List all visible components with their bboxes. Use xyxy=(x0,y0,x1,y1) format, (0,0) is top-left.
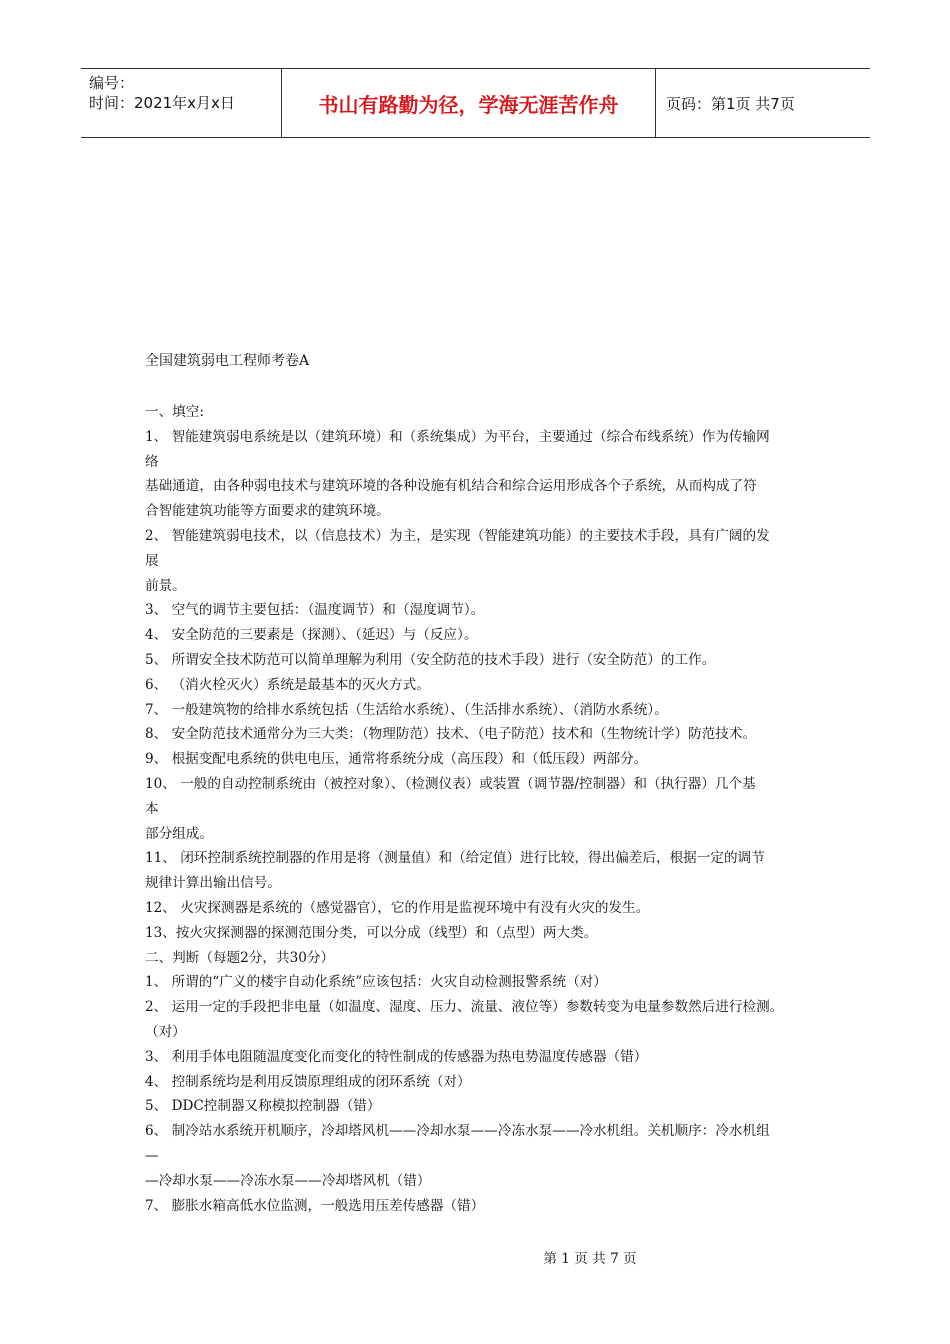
content-line: 前景。 xyxy=(145,577,186,594)
content-line: 规律计算出输出信号。 xyxy=(145,875,281,892)
content-line: 2、 运用一定的手段把非电量（如温度、湿度、压力、流量、液位等）参数转变为电量参数然后进行检测。 xyxy=(145,999,784,1016)
page-footer xyxy=(0,1247,950,1267)
content-line: 7、 一般建筑物的给排水系统包括（生活给水系统）、（生活排水系统）、（消防水系统）。 xyxy=(145,701,668,718)
content-line: 2、 智能建筑弱电技术，以（信息技术）为主，是实现（智能建筑功能）的主要技术手段，具有广阔的发 xyxy=(145,527,770,544)
content-line: — xyxy=(145,1147,159,1164)
content-line: 7、 膨胀水箱高低水位监测，一般选用压差传感器（错） xyxy=(145,1197,485,1214)
content-line: 部分组成。 xyxy=(145,825,213,842)
content-line: 本 xyxy=(145,800,159,817)
content-line: （对） xyxy=(145,1023,186,1040)
content-line: 10、 一般的自动控制系统由（被控对象）、（检测仪表）或装置（调节器/控制器）和（执行器）几个基 xyxy=(145,775,756,792)
content-line: 8、 安全防范技术通常分为三大类：（物理防范）技术、（电子防范）技术和（生物统计学）防范技术。 xyxy=(145,726,757,743)
document-title: 全国建筑弱电工程师考卷A xyxy=(145,353,310,369)
footer-page-number: 第 1 页 共 7 页 xyxy=(543,1251,637,1267)
content-line: —冷却水泵——冷冻水泵——冷却塔风机（错） xyxy=(145,1172,431,1189)
content-line: 5、 所谓安全技术防范可以简单理解为利用（安全防范的技术手段）进行（安全防范）的工作。 xyxy=(145,651,716,668)
page-header xyxy=(81,68,870,138)
content-line: 络 xyxy=(145,453,159,470)
header-meta xyxy=(81,69,282,137)
content-line: 13、按火灾探测器的探测范围分类，可以分成（线型）和（点型）两大类。 xyxy=(145,924,598,941)
content-line: 9、 根据变配电系统的供电电压，通常将系统分成（高压段）和（低压段）两部分。 xyxy=(145,751,648,768)
content-line: 12、 火灾探测器是系统的（感觉器官），它的作用是监视环境中有没有火灾的发生。 xyxy=(145,899,650,916)
header-motto: 书山有路勤为径，学海无涯苦作舟 xyxy=(282,69,656,137)
document-time: 时间：2021年x月x日 xyxy=(89,94,235,112)
content-line: 3、 空气的调节主要包括：（温度调节）和（湿度调节）。 xyxy=(145,602,485,619)
content-line: 11、 闭环控制系统控制器的作用是将（测量值）和（给定值）进行比较，得出偏差后，根据一定的调节 xyxy=(145,850,765,867)
exam-content xyxy=(145,400,817,1218)
header-page-info: 页码：第1页 共7页 xyxy=(666,94,795,113)
content-line: 5、 DDC控制器又称模拟控制器（错） xyxy=(145,1098,381,1115)
content-line: 4、 安全防范的三要素是（探测）、（延迟）与（反应）。 xyxy=(145,627,478,644)
document-number-label: 编号： xyxy=(89,74,135,92)
content-line: 展 xyxy=(145,552,159,569)
content-line: 基础通道，由各种弱电技术与建筑环境的各种设施有机结合和综合运用形成各个子系统，从而构成了符 xyxy=(145,478,757,495)
content-line: 合智能建筑功能等方面要求的建筑环境。 xyxy=(145,503,390,520)
content-line: 二、判断（每题2分，共30分） xyxy=(145,949,335,966)
content-line: 6、 （消火栓灭火）系统是最基本的灭火方式。 xyxy=(145,676,430,693)
content-line: 4、 控制系统均是利用反馈原理组成的闭环系统（对） xyxy=(145,1073,471,1090)
content-line: 3、 利用手体电阻随温度变化而变化的特性制成的传感器为热电势温度传感器（错） xyxy=(145,1048,648,1065)
content-line: 一、填空: xyxy=(145,404,204,420)
content-line: 1、 智能建筑弱电系统是以（建筑环境）和（系统集成）为平台，主要通过（综合布线系统）作为传输网 xyxy=(145,428,770,445)
content-line: 1、 所谓的“广义的楼宇自动化系统”应该包括：火灾自动检测报警系统（对） xyxy=(145,974,607,991)
content-line: 6、 制冷站水系统开机顺序，冷却塔风机——冷却水泵——冷冻水泵——冷水机组。关机顺序：冷水机组 xyxy=(145,1123,770,1140)
